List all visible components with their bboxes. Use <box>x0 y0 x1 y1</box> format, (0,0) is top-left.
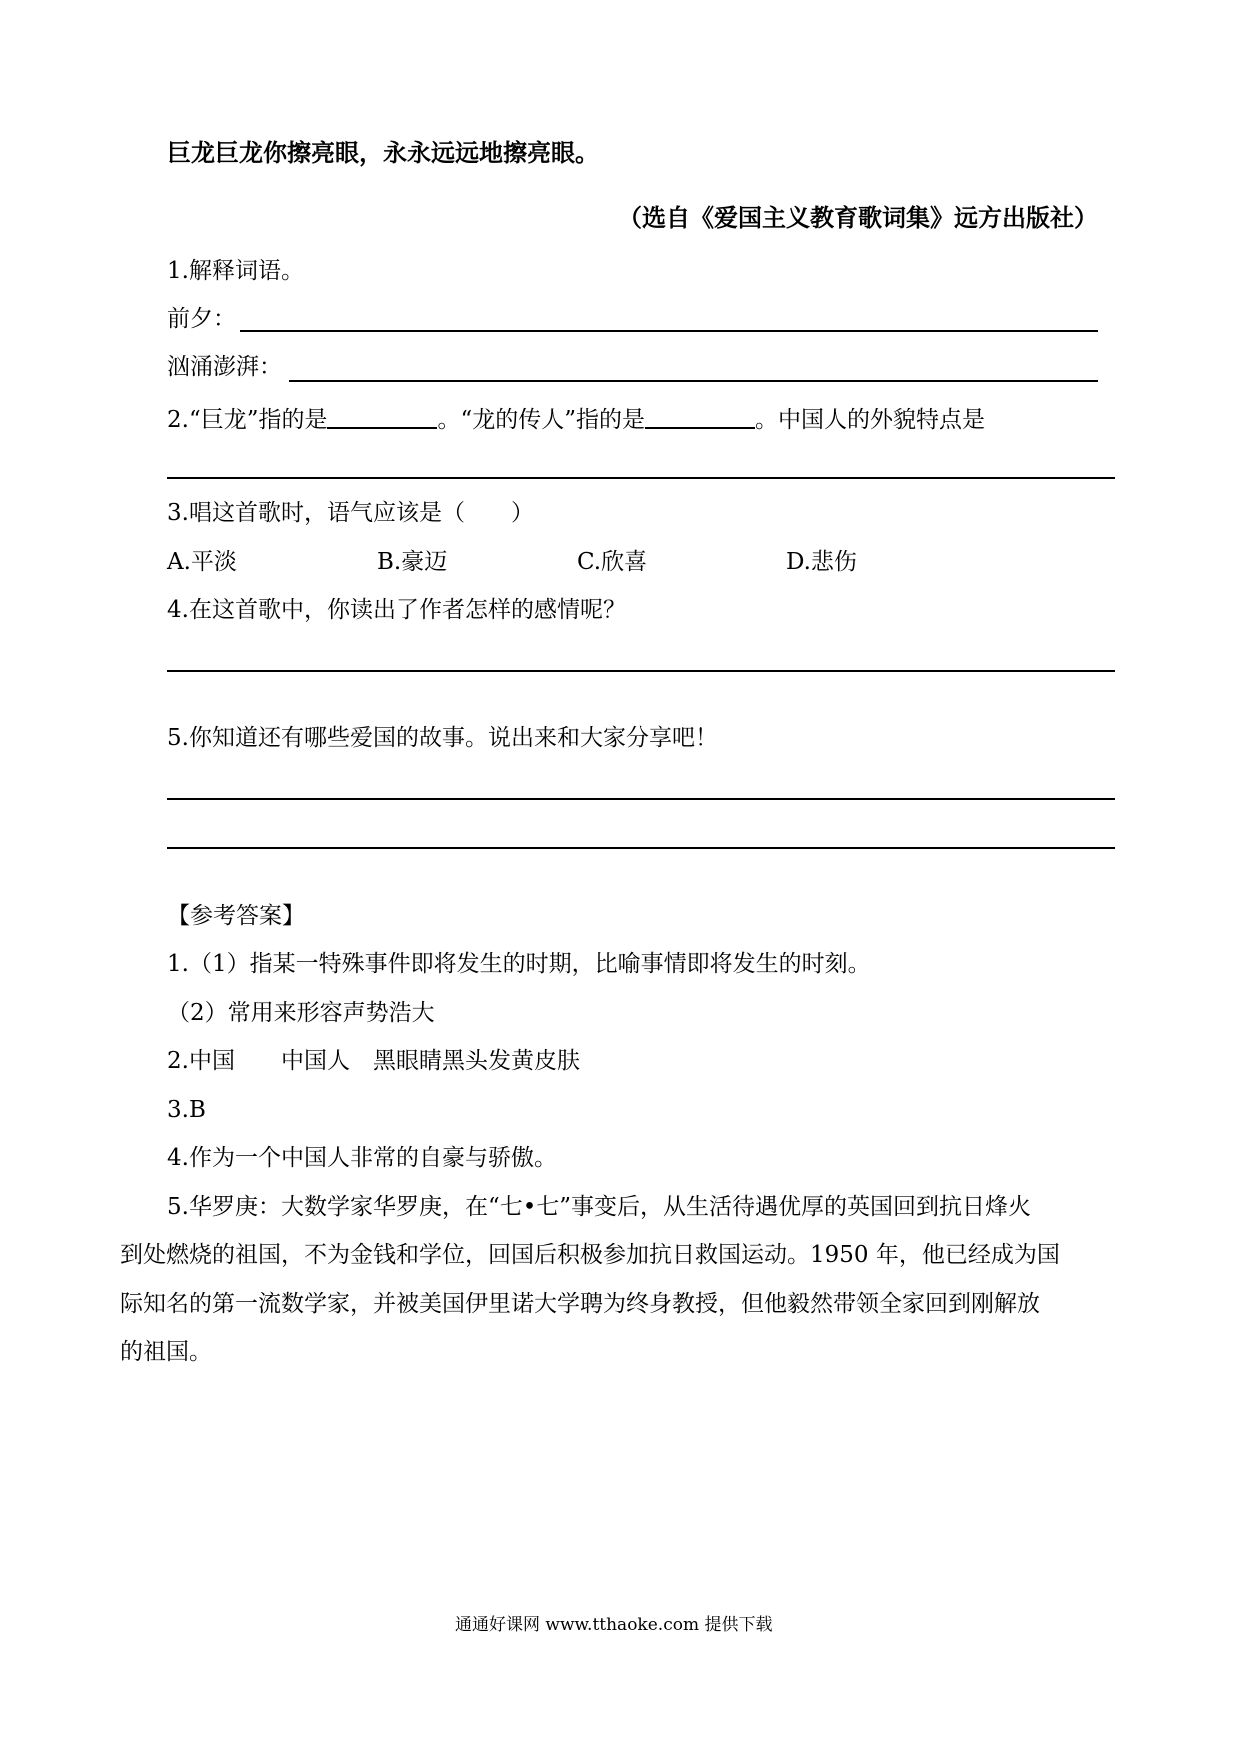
question-1-label: 1.解释词语。 <box>167 258 304 284</box>
poem-last-line: 巨龙巨龙你擦亮眼，永永远远地擦亮眼。 <box>167 139 599 167</box>
question-3-label: 3.唱这首歌时，语气应该是（ ） <box>167 500 534 526</box>
answer-line-term-1[interactable] <box>240 330 1098 332</box>
answer-2: 2.中国 中国人 黑眼睛黑头发黄皮肤 <box>167 1048 580 1074</box>
question-2-part-2: 。“龙的传人”指的是 <box>437 407 645 433</box>
answer-blank-dragon[interactable] <box>327 405 437 429</box>
source-citation: （选自《爱国主义教育歌词集》远方出版社） <box>618 204 1098 232</box>
option-b[interactable]: B.豪迈 <box>377 549 448 575</box>
answer-line-q5-1[interactable] <box>167 798 1115 800</box>
answer-line-q5-2[interactable] <box>167 847 1115 849</box>
option-c[interactable]: C.欣喜 <box>577 549 648 575</box>
question-1-term-1: 前夕： <box>167 306 236 332</box>
answer-5-line-2: 到处燃烧的祖国，不为金钱和学位，回国后积极参加抗日救国运动。1950 年，他已经成为国 <box>120 1242 1060 1268</box>
question-1-term-2: 汹涌澎湃： <box>167 354 282 380</box>
answer-5-line-4: 的祖国。 <box>120 1339 212 1365</box>
question-2-text <box>167 405 985 432</box>
answer-5-line-3: 际知名的第一流数学家，并被美国伊里诺大学聘为终身教授，但他毅然带领全家回到刚解放 <box>120 1291 1040 1317</box>
option-d[interactable]: D.悲伤 <box>786 549 857 575</box>
answer-1-part-1: 1.（1）指某一特殊事件即将发生的时期，比喻事情即将发生的时刻。 <box>167 951 871 977</box>
question-5-label: 5.你知道还有哪些爱国的故事。说出来和大家分享吧！ <box>167 725 718 751</box>
answer-line-term-2[interactable] <box>289 380 1098 382</box>
answers-heading: 【参考答案】 <box>167 903 305 929</box>
answer-1-part-2: （2）常用来形容声势浩大 <box>167 1000 435 1026</box>
answer-4: 4.作为一个中国人非常的自豪与骄傲。 <box>167 1145 557 1171</box>
question-4-label: 4.在这首歌中，你读出了作者怎样的感情呢？ <box>167 597 626 623</box>
option-a[interactable]: A.平淡 <box>167 549 237 575</box>
question-2-part-3: 。中国人的外貌特点是 <box>755 407 985 433</box>
question-2-part-1: 2.“巨龙”指的是 <box>167 407 328 433</box>
answer-line-appearance[interactable] <box>167 477 1115 479</box>
answer-blank-descendants[interactable] <box>645 405 755 429</box>
answer-3: 3.B <box>167 1097 206 1123</box>
footer-credit: 通通好课网 www.tthaoke.com 提供下载 <box>455 1615 773 1635</box>
answer-5-line-1: 5.华罗庚：大数学家华罗庚，在“七•七”事变后，从生活待遇优厚的英国回到抗日烽火 <box>167 1194 1032 1220</box>
answer-line-q4[interactable] <box>167 670 1115 672</box>
